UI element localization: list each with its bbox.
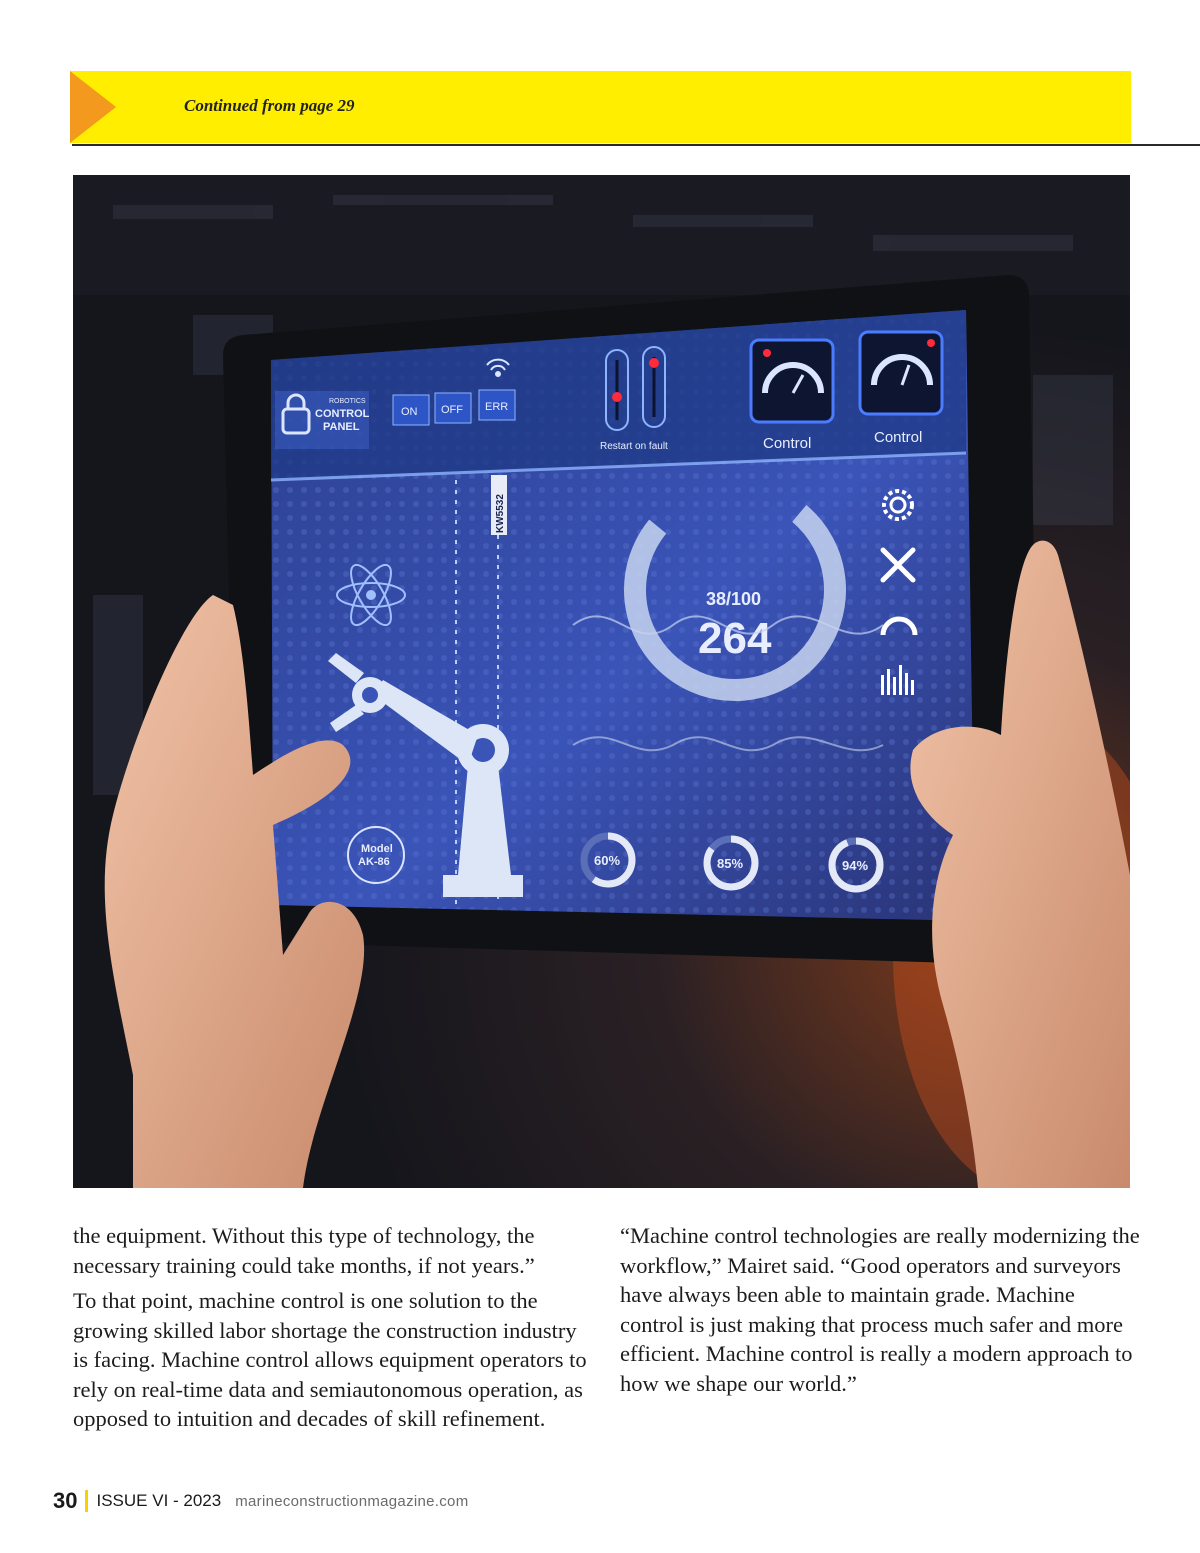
ring-label-1: 60% <box>594 853 621 868</box>
page-footer <box>53 1485 469 1517</box>
arrow-icon <box>70 71 116 143</box>
body-column-right <box>620 1221 1140 1404</box>
panel-title-line2: PANEL <box>323 421 360 433</box>
panel-title-line1: CONTROL <box>315 408 370 420</box>
paragraph: “Machine control technologies are really modernizing the workflow,” Mairet said. “Good operators and surveyors have always been able to maintain grade. Machine control is just making that process much safer and more efficient. Machine control is really a modern approach to how we shape our world.” <box>620 1223 1140 1396</box>
panel-button-on <box>393 395 429 425</box>
panel-button-err <box>479 390 515 420</box>
panel-brand-small: ROBOTICS <box>329 398 366 405</box>
divider-rule <box>72 144 1200 146</box>
website-link[interactable]: marineconstructionmagazine.com <box>235 1492 469 1510</box>
footer-divider <box>85 1490 88 1512</box>
continued-from-label: Continued from page 29 <box>184 96 355 115</box>
panel-button-off <box>435 393 471 423</box>
svg-text:OFF: OFF <box>441 404 463 416</box>
restart-on-fault-label: Restart on fault <box>600 441 668 452</box>
issue-label: ISSUE VI - 2023 <box>96 1491 222 1510</box>
gauge-right <box>860 332 942 414</box>
page-number: 30 <box>53 1488 78 1513</box>
ring-label-2: 85% <box>717 856 744 871</box>
svg-text:Model: Model <box>361 843 393 855</box>
paragraph: To that point, machine control is one solution to the growing skilled labor shortage the construction industry is facing. Machine control allows equipment operators to rely on real-time data and semiautonomous operation, as opposed to intuition and decades of skill refinement. <box>73 1288 587 1431</box>
svg-text:ON: ON <box>401 406 418 418</box>
gauge-left <box>751 340 833 422</box>
svg-text:ERR: ERR <box>485 401 509 413</box>
body-column-left <box>73 1221 593 1440</box>
gauge-right-label: Control <box>874 429 923 446</box>
paragraph: the equipment. Without this type of technology, the necessary training could take months, if not years.” <box>73 1223 535 1278</box>
counter-small: 38/100 <box>706 589 762 609</box>
ring-label-3: 94% <box>842 858 869 873</box>
counter-big: 264 <box>698 614 772 663</box>
gauge-left-label: Control <box>763 435 812 452</box>
vertical-code-label: KW5532 <box>495 494 506 533</box>
svg-text:AK-86: AK-86 <box>358 856 390 868</box>
article-photo <box>73 175 1130 1188</box>
